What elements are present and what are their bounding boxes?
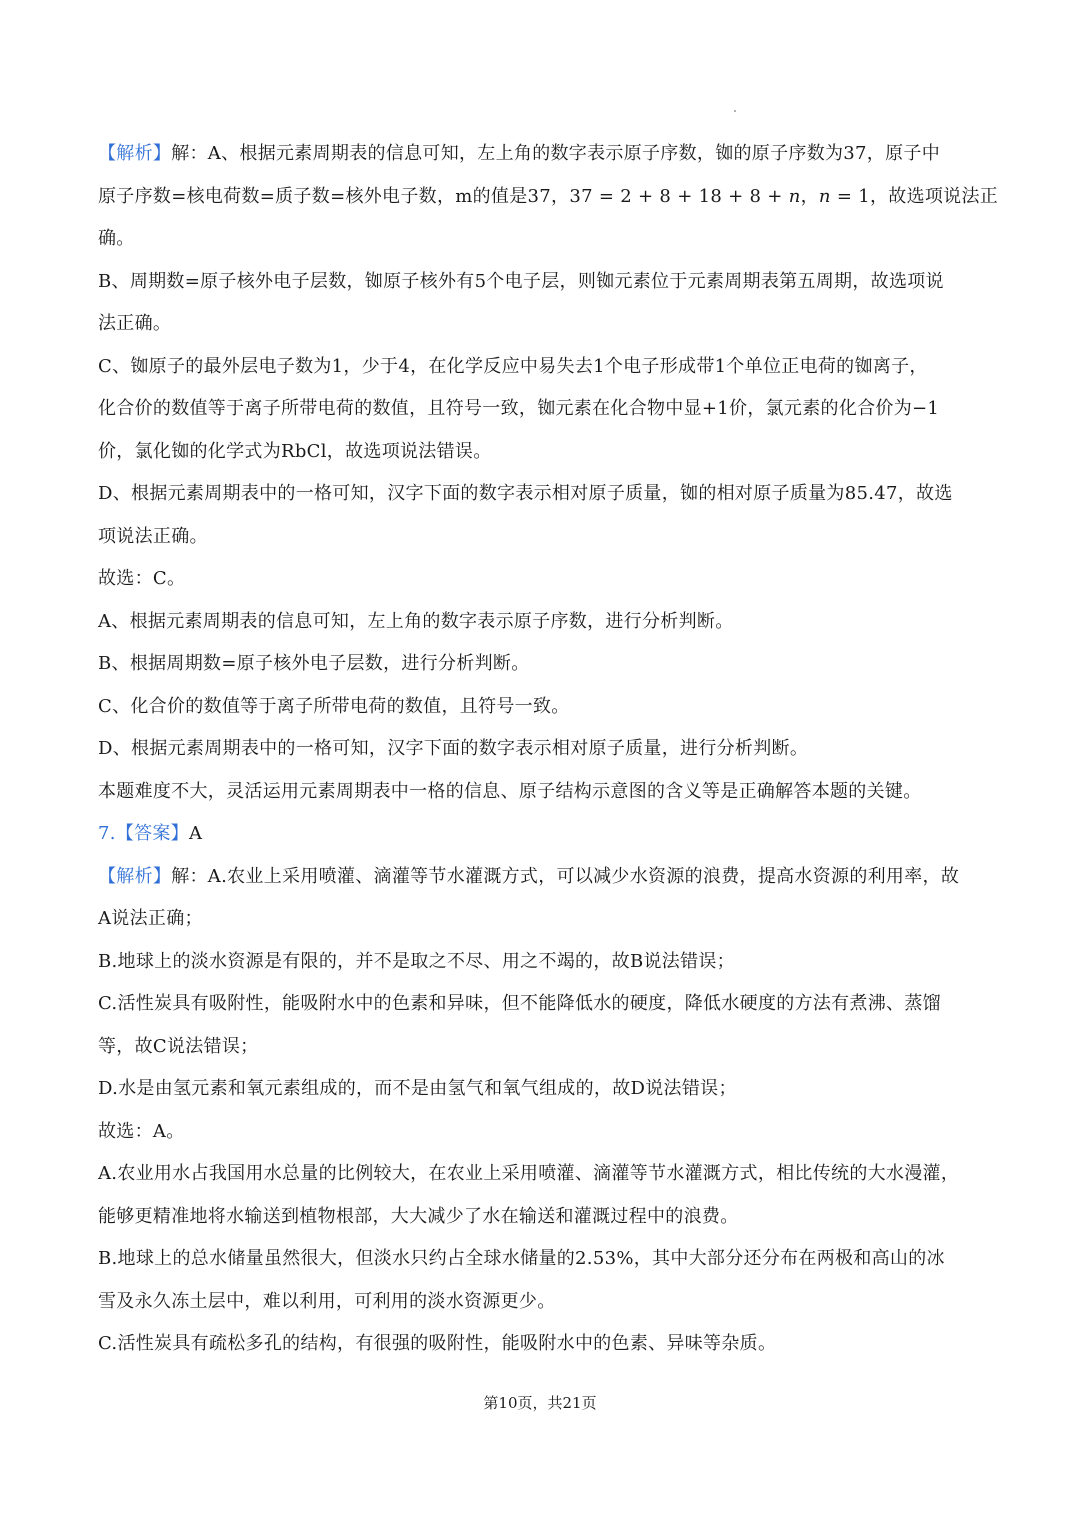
- text-line: [98, 643, 988, 686]
- line-text: 故选：C。: [98, 568, 186, 589]
- line-text: 故选：A。: [98, 1120, 185, 1142]
- text-line: [98, 1153, 988, 1196]
- line-text: A说法正确；: [98, 908, 203, 929]
- section-tag: 【解析】: [98, 143, 172, 164]
- line-text: 价，氯化铷的化学式为RbCl，故选项说法错误。: [98, 440, 492, 462]
- scan-speck: [734, 110, 736, 112]
- text-line: [98, 473, 988, 516]
- line-text: B.地球上的淡水资源是有限的，并不是取之不尽、用之不竭的，故B说法错误；: [98, 950, 735, 972]
- line-text: 解：A、根据元素周期表的信息可知，左上角的数字表示原子序数，铷的原子序数为37，原子中: [171, 143, 941, 164]
- line-text: B.地球上的总水储量虽然很大，但淡水只约占全球水储量的2.53%，其中大部分还分布在两极和高山的冰: [98, 1248, 945, 1269]
- text-line: [98, 728, 988, 771]
- line-text: B、周期数=原子核外电子层数，铷原子核外有5个电子层，则铷元素位于元素周期表第五周期，故选项说: [98, 270, 944, 292]
- page-footer: 第10页，共21页: [483, 1394, 597, 1412]
- line-text: 确。: [98, 228, 135, 249]
- text-line: [98, 516, 988, 559]
- line-text: D.水是由氢元素和氧元素组成的，而不是由氢气和氧气组成的，故D说法错误；: [98, 1078, 737, 1099]
- text-line: [98, 1281, 988, 1324]
- text-line: [98, 813, 988, 856]
- line-text: C.活性炭具有吸附性，能吸附水中的色素和异味，但不能降低水的硬度，降低水硬度的方法有煮沸、蒸馏: [98, 993, 941, 1014]
- text-line: [98, 346, 988, 389]
- text-line: [98, 771, 988, 814]
- line-text: 项说法正确。: [98, 525, 208, 547]
- text-line: [98, 686, 988, 729]
- text-line: [98, 218, 988, 261]
- answer-analysis-content: [98, 133, 999, 1366]
- line-text: 雪及永久冻土层中，难以利用，可利用的淡水资源更少。: [98, 1290, 556, 1312]
- line-text: 本题难度不大，灵活运用元素周期表中一格的信息、原子结构示意图的含义等是正确解答本题的关键。: [98, 780, 922, 802]
- line-text: A: [188, 823, 203, 844]
- text-line: [98, 1111, 988, 1154]
- line-text: C.活性炭具有疏松多孔的结构，有很强的吸附性，能吸附水中的色素、异味等杂质。: [98, 1333, 777, 1354]
- line-text: A、根据元素周期表的信息可知，左上角的数字表示原子序数，进行分析判断。: [98, 610, 734, 632]
- line-text: B、根据周期数=原子核外电子层数，进行分析判断。: [98, 653, 530, 674]
- section-tag: 【解析】: [98, 865, 172, 887]
- text-line: [98, 133, 988, 176]
- text-line: [98, 303, 988, 346]
- line-text: A.农业用水占我国用水总量的比例较大，在农业上采用喷灌、滴灌等节水灌溉方式，相比传统的大水漫灌，: [98, 1163, 960, 1184]
- line-text: D、根据元素周期表中的一格可知，汉字下面的数字表示相对原子质量，进行分析判断。: [98, 738, 809, 759]
- line-text: 解：A.农业上采用喷灌、滴灌等节水灌溉方式，可以减少水资源的浪费，提高水资源的利用率，故: [171, 865, 960, 887]
- text-line: [98, 261, 988, 304]
- section-tag: 7.【答案】: [98, 823, 189, 844]
- text-line: [98, 856, 988, 899]
- text-line: [98, 431, 988, 474]
- line-text: C、化合价的数值等于离子所带电荷的数值，且符号一致。: [98, 695, 570, 717]
- text-line: [98, 1238, 988, 1281]
- text-line: [98, 983, 988, 1026]
- text-line: [98, 1026, 988, 1069]
- line-text: C、铷原子的最外层电子数为1，少于4，在化学反应中易失去1个电子形成带1个单位正电荷的铷离子，: [98, 355, 928, 377]
- text-line: [98, 1068, 988, 1111]
- line-text: 等，故C说法错误；: [98, 1035, 259, 1057]
- line-text: 化合价的数值等于离子所带电荷的数值，且符号一致，铷元素在化合物中显+1价，氯元素的化合价为−1: [98, 398, 940, 419]
- text-line: [98, 601, 988, 644]
- text-line: [98, 941, 988, 984]
- text-line: [98, 388, 988, 431]
- line-text: 能够更精准地将水输送到植物根部，大大减少了水在输送和灌溉过程中的浪费。: [98, 1205, 739, 1227]
- text-line: [98, 558, 988, 601]
- line-text: 法正确。: [98, 313, 172, 334]
- text-line: [98, 176, 999, 219]
- text-line: [98, 1196, 988, 1239]
- text-line: [98, 898, 988, 941]
- line-text: 原子序数=核电荷数=质子数=核外电子数，m的值是37，37 = 2 + 8 + 18 + 8 + 𝑛，𝑛 = 1，故选项说法正: [98, 185, 999, 207]
- text-line: [98, 1323, 988, 1366]
- line-text: D、根据元素周期表中的一格可知，汉字下面的数字表示相对原子质量，铷的相对原子质量为85.47，故选: [98, 483, 953, 504]
